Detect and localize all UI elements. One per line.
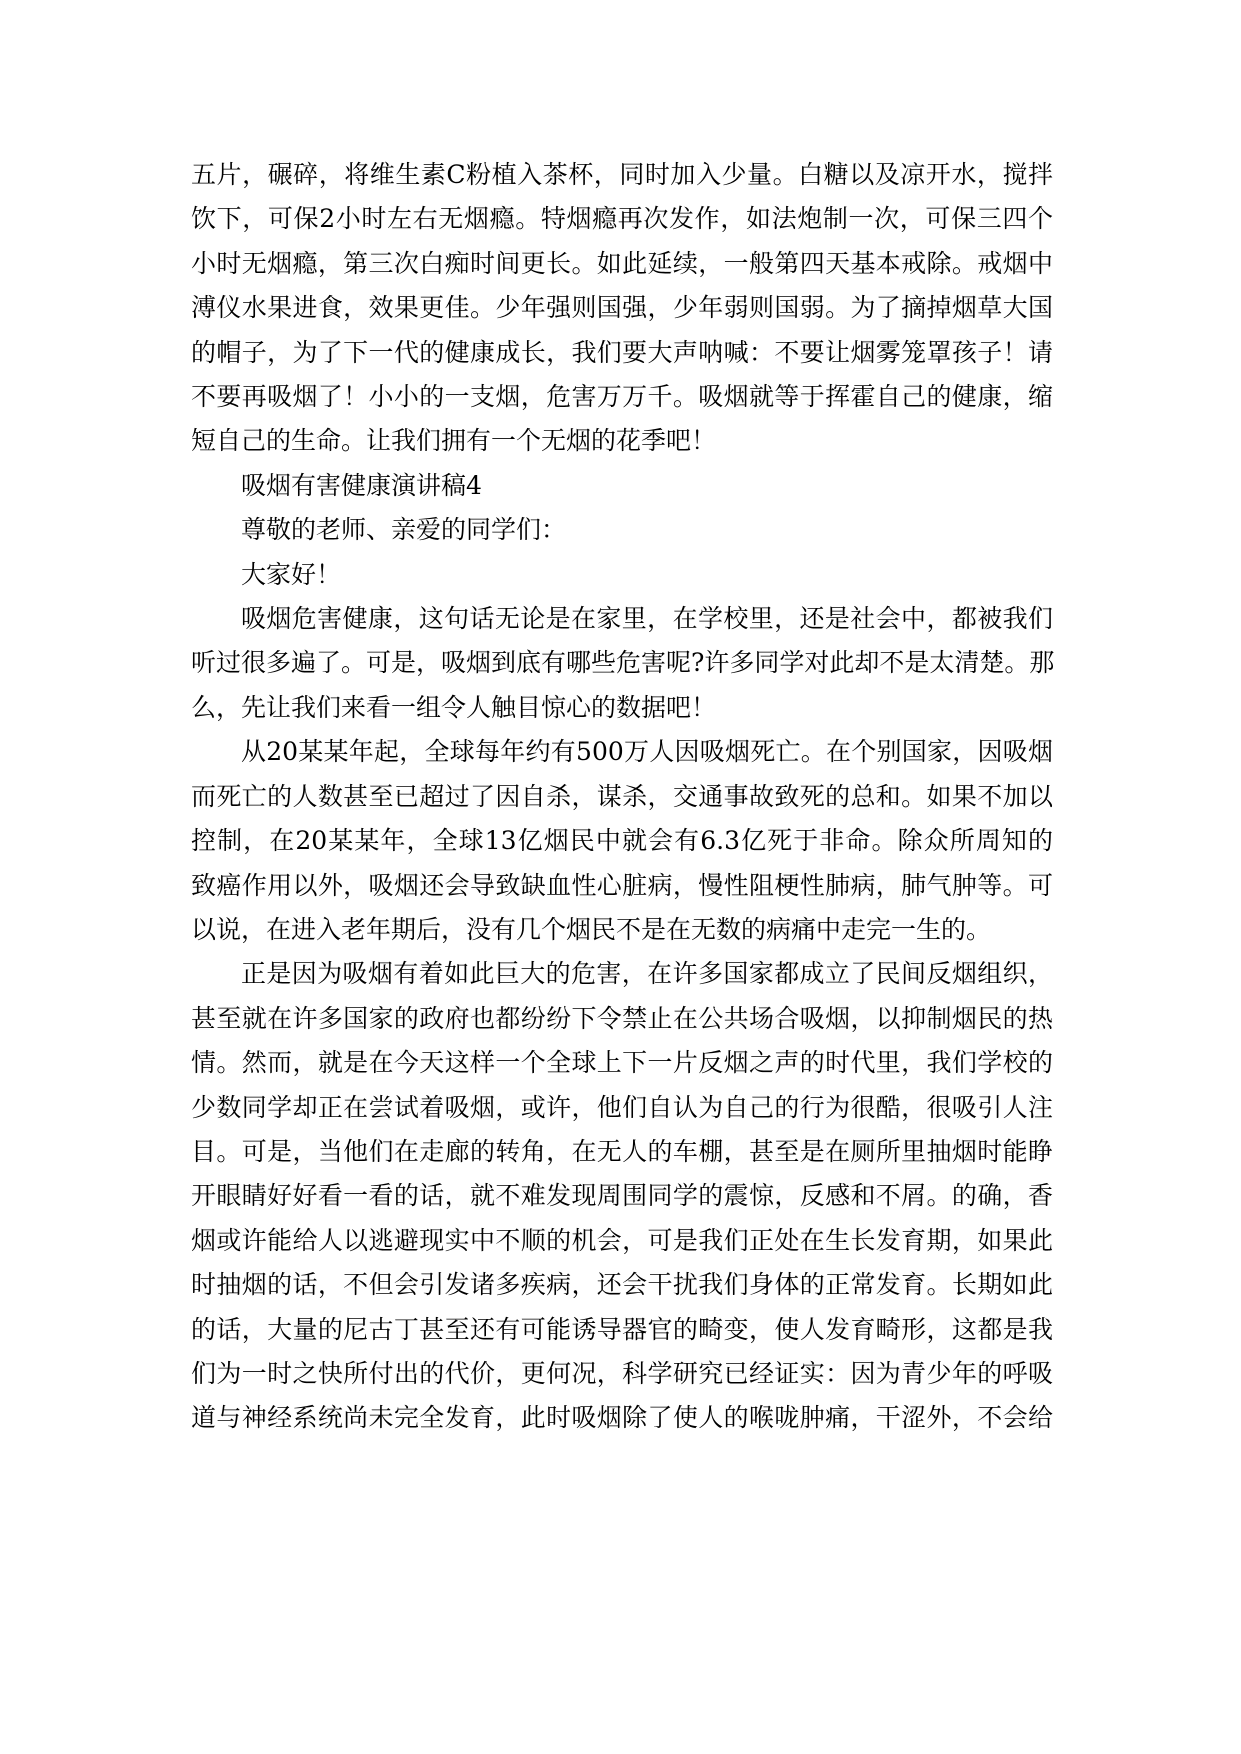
text-line: 情。然而，就是在今天这样一个全球上下一片反烟之声的时代里，我们学校的 [191,1048,1053,1078]
text-line: 的话，大量的尼古丁甚至还有可能诱导器官的畸变，使人发育畸形，这都是我 [191,1314,1053,1344]
text-line: 尊敬的老师、亲爱的同学们： [241,515,567,545]
text-line: 饮下，可保2小时左右无烟瘾。特烟瘾再次发作，如法炮制一次，可保三四个 [191,204,1053,234]
text-line: 听过很多遍了。可是，吸烟到底有哪些危害呢?许多同学对此却不是太清楚。那 [191,648,1055,678]
text-line: 溥仪水果进食，效果更佳。少年强则国强，少年弱则国弱。为了摘掉烟草大国 [191,293,1053,323]
document-page [191,153,1053,1441]
text-line: 少数同学却正在尝试着吸烟，或许，他们自认为自己的行为很酷，很吸引人注 [191,1092,1053,1122]
text-line: 目。可是，当他们在走廊的转角，在无人的车棚，甚至是在厕所里抽烟时能睁 [191,1136,1053,1166]
text-line: 从20某某年起，全球每年约有500万人因吸烟死亡。在个别国家，因吸烟 [241,737,1053,767]
text-line: 致癌作用以外，吸烟还会导致缺血性心脏病，慢性阻梗性肺病，肺气肿等。可 [191,870,1053,900]
text-line: 吸烟危害健康，这句话无论是在家里，在学校里，还是社会中，都被我们 [241,604,1053,634]
paragraph [191,730,1053,952]
text-line: 道与神经系统尚未完全发育，此时吸烟除了使人的喉咙肿痛，干涩外，不会给 [191,1403,1053,1433]
paragraph [191,464,1053,508]
paragraph [191,508,1053,552]
text-line: 不要再吸烟了！小小的一支烟，危害万万千。吸烟就等于挥霍自己的健康，缩 [191,382,1053,412]
text-line: 吸烟有害健康演讲稿4 [241,470,482,500]
text-line: 甚至就在许多国家的政府也都纷纷下令禁止在公共场合吸烟，以抑制烟民的热 [191,1003,1053,1033]
text-line: 正是因为吸烟有着如此巨大的危害，在许多国家都成立了民间反烟组织， [241,959,1053,989]
paragraph [191,952,1053,1440]
text-line: 小时无烟瘾，第三次白痴时间更长。如此延续，一般第四天基本戒除。戒烟中 [191,248,1053,278]
text-line: 烟或许能给人以逃避现实中不顺的机会，可是我们正处在生长发育期，如果此 [191,1225,1053,1255]
text-line: 么，先让我们来看一组令人触目惊心的数据吧！ [191,692,717,722]
paragraph [191,597,1053,730]
paragraph [191,153,1053,464]
paragraph [191,553,1053,597]
text-line: 短自己的生命。让我们拥有一个无烟的花季吧！ [191,426,717,456]
text-line: 而死亡的人数甚至已超过了因自杀，谋杀，交通事故致死的总和。如果不加以 [191,781,1053,811]
text-line: 五片，碾碎，将维生素C粉植入茶杯，同时加入少量。白糖以及凉开水，搅拌 [191,160,1053,189]
text-line: 时抽烟的话，不但会引发诸多疾病，还会干扰我们身体的正常发育。长期如此 [191,1270,1053,1300]
text-line: 们为一时之快所付出的代价，更何况，科学研究已经证实：因为青少年的呼吸 [191,1358,1053,1388]
text-line: 控制，在20某某年，全球13亿烟民中就会有6.3亿死于非命。除众所周知的 [191,826,1053,856]
text-line: 开眼睛好好看一看的话，就不难发现周围同学的震惊，反感和不屑。的确，香 [191,1181,1053,1211]
text-line: 的帽子，为了下一代的健康成长，我们要大声呐喊：不要让烟雾笼罩孩子！请 [191,337,1053,367]
text-line: 以说，在进入老年期后，没有几个烟民不是在无数的病痛中走完一生的。 [191,914,992,944]
text-line: 大家好！ [241,559,342,589]
